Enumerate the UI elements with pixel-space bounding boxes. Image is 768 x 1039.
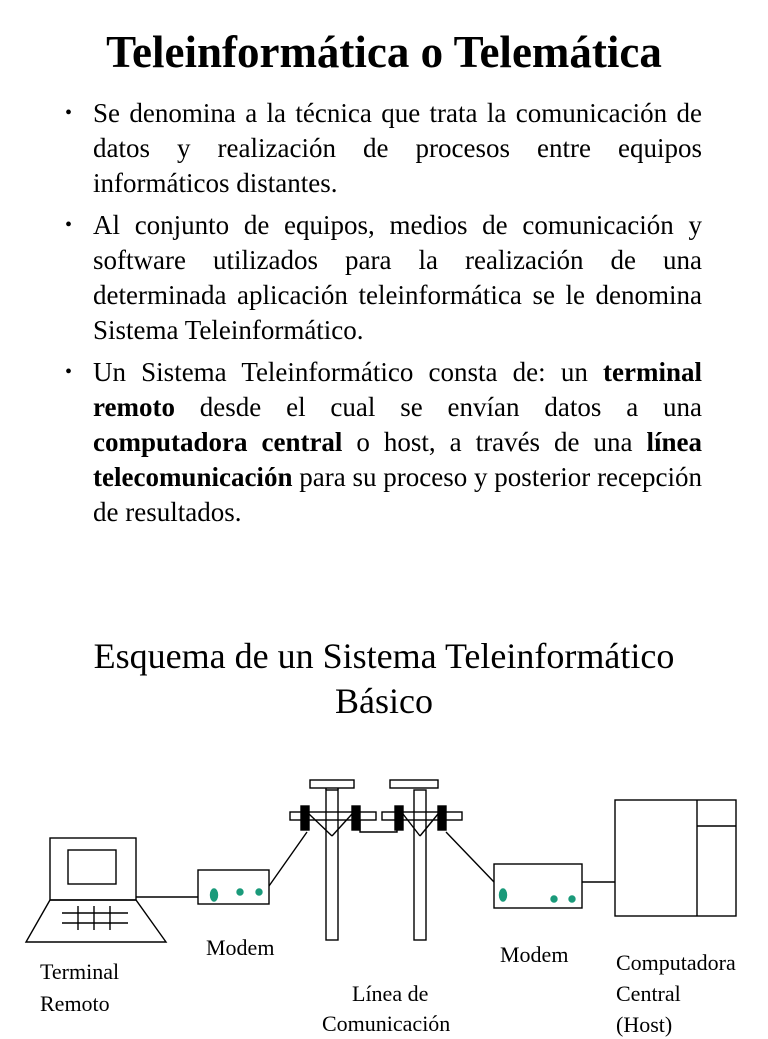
bullet-segment: para su proceso y posterior recepción de resultados (93, 462, 702, 527)
terminal-label-line1: Terminal (40, 959, 120, 984)
modem-right-icon (494, 864, 582, 908)
bullet-segment: Se denomina a la técnica que trata la comunicación de datos y realización de procesos entre equipos informáticos distantes. (93, 98, 702, 198)
computer-label-line3: (Host) (616, 1012, 673, 1037)
bullet-item (60, 96, 702, 201)
bullet-dot: • (65, 214, 73, 236)
terminal-icon (26, 838, 166, 942)
bullet-segment: Un Sistema Teleinformático consta de: un (93, 357, 604, 387)
computer-label-line2: Central (616, 981, 681, 1006)
bullet-list (60, 96, 702, 537)
central-computer-icon (615, 800, 736, 916)
bullet-segment: o host, a través de una (342, 427, 647, 457)
modem-left-label: Modem (206, 935, 275, 960)
diagram-title (0, 634, 768, 724)
bullet-segment: desde el cual se envían datos a una (174, 392, 702, 422)
slide-title: Teleinformática o Telemática (106, 27, 662, 77)
bullet-bold-text: línea telecomunicación (93, 427, 702, 492)
cable-line (269, 832, 307, 886)
terminal-label-line2: Remoto (40, 991, 110, 1016)
bullet-text (93, 357, 702, 527)
line-label-line2: Comunicación (322, 1011, 451, 1036)
bullet-segment: Al conjunto de equipos, medios de comunicación y software utilizados para la realización de una determinada aplicación teleinformática se le denomina Sistema Teleinformático. (93, 210, 702, 345)
computer-label-line1: Computadora (616, 950, 736, 975)
bullet-item (60, 208, 702, 348)
pole-left-icon (290, 780, 376, 940)
modem-right-label: Modem (500, 942, 569, 967)
cable-line (446, 832, 494, 882)
bullet-bold-text: terminal remoto (93, 357, 702, 422)
bullet-text (93, 98, 702, 198)
bullet-dot: • (65, 102, 73, 124)
cable-line (360, 820, 397, 832)
pole-right-icon (382, 780, 462, 940)
bullet-segment: . (234, 497, 242, 527)
bullet-dot: • (65, 361, 73, 383)
line-label-line1: Línea de (352, 981, 429, 1006)
bullet-bold-text: computadora central (93, 427, 343, 457)
bullet-item (60, 355, 702, 530)
diagram-title-line1: Esquema de un Sistema Teleinformático (93, 636, 675, 676)
diagram-title-line2: Básico (335, 681, 433, 721)
bullet-text (93, 210, 702, 345)
modem-left-icon (198, 870, 269, 904)
